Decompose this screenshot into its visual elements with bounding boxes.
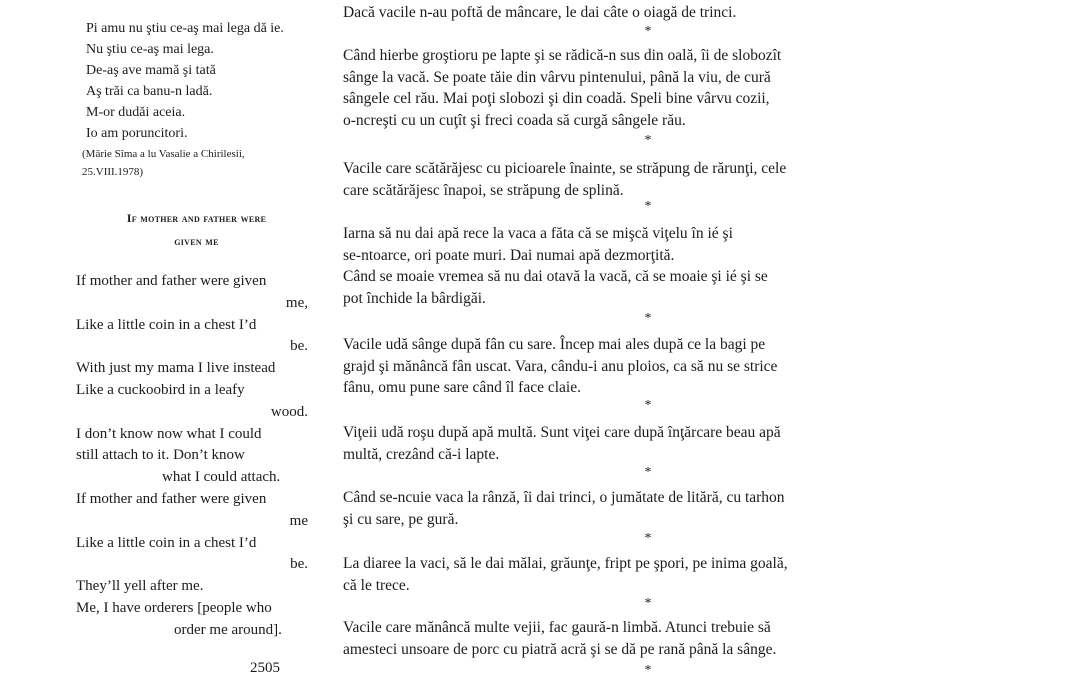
paragraph-line: şi cu sare, pe gură.: [343, 510, 459, 528]
paragraph-line: pot închide la bârdigăi.: [343, 289, 486, 307]
poem-citation: [82, 145, 314, 181]
paragraph: [343, 422, 948, 465]
paragraph-line: care scătărăjesc înapoi, se străpung de splină.: [343, 181, 624, 199]
poem-line: what I could attach.: [162, 469, 281, 486]
poem-line: De-aş ave mamă şi tată: [86, 63, 216, 78]
poem-line: M-or dudăi aceia.: [86, 105, 186, 120]
poem-line: me,: [285, 294, 308, 311]
paragraph-line: Vacile care scătărăjesc cu picioarele înainte, se străpung de rărunţi, cele: [343, 160, 787, 177]
poem-line: They’ll yell after me.: [76, 578, 204, 595]
paragraph: [343, 223, 948, 309]
title-line: given me: [174, 234, 219, 248]
poem-line: still attach to it. Don’t know: [76, 447, 245, 464]
poem-line: With just my mama I live instead: [76, 360, 276, 377]
paragraph: [343, 334, 948, 399]
poem-line: Aş trăi ca banu-n ladă.: [86, 84, 213, 99]
separator-asterisk: *: [644, 24, 652, 39]
paragraph-line: multă, crezând că-i lapte.: [343, 445, 500, 463]
poem-line: order me around].: [174, 621, 282, 638]
poem-line: Io am poruncitori.: [86, 126, 188, 141]
paragraph: [343, 45, 948, 131]
poem-line: Me, I have orderers [people who: [76, 599, 272, 616]
poem-line: be.: [290, 556, 308, 573]
english-poem-title: [74, 207, 319, 253]
romanian-poem: [86, 18, 318, 144]
separator-asterisk: *: [644, 398, 652, 413]
paragraph-line: sângele cel rău. Mai poţi slobozi şi din coadă. Speli bine vârvu cozii,: [343, 90, 770, 107]
title-line: If mother and father were: [126, 211, 267, 225]
paragraph-line: Vacile udă sânge după fân cu sare. Încep mai ales după ce la bagi pe: [343, 336, 766, 353]
separator-asterisk: *: [644, 465, 652, 480]
paragraph-line: Când hierbe groştioru pe lapte şi se rădică-n sus din oală, îi de slobozît: [343, 47, 782, 64]
paragraph-line: Când se-ncuie vaca la rânză, îi dai trinci, o jumătate de litără, cu tarhon: [343, 489, 785, 506]
poem-line: Like a cuckoobird in a leafy: [76, 381, 245, 398]
poem-line: If mother and father were given: [76, 273, 267, 289]
paragraph-line: sânge la vacă. Se poate tăie din vârvu pintenului, până la viu, de cură: [343, 68, 771, 86]
paragraph-line: Dacă vacile n-au poftă de mâncare, le dai câte o oiagă de trinci.: [343, 4, 737, 21]
paragraph: [343, 487, 948, 530]
page-number: 2505: [250, 660, 280, 676]
poem-line: Like a little coin in a chest I’d: [76, 316, 257, 333]
poem-line: Like a little coin in a chest I’d: [76, 534, 257, 551]
separator-asterisk: *: [644, 596, 652, 611]
separator-asterisk: *: [644, 133, 652, 148]
paragraph-line: grajd şi mănâncă fân uscat. Vara, cându-i anu ploios, ca să nu se strice: [343, 357, 778, 375]
separator-asterisk: *: [644, 531, 652, 546]
poem-line: be.: [290, 338, 308, 355]
paragraph: [343, 617, 948, 660]
paragraph-line: amesteci unsoare de porc cu piatră acră şi se dă pe rană până la sânge.: [343, 640, 777, 658]
poem-line: me: [289, 512, 308, 529]
paragraph: [343, 2, 948, 24]
paragraph-line: că le trece.: [343, 576, 410, 594]
paragraph-line: o-ncreşti cu un cuţît şi freci coada să curgă sângele rău.: [343, 111, 686, 129]
paragraph-line: Când se moaie vremea să nu dai otavă la vacă, că se moaie şi ié şi se: [343, 268, 768, 285]
paragraph-line: La diaree la vaci, să le dai mălai, grăunţe, fript pe şpori, pe inima goală,: [343, 555, 788, 572]
paragraph-line: se-ntoarce, ori poate muri. Dai numai apă dezmorţită.: [343, 246, 675, 264]
paragraph: [343, 553, 948, 596]
paragraph-line: fânu, omu pune sare când îl face claie.: [343, 379, 581, 396]
poem-line: Nu ştiu ce-aş mai lega.: [86, 42, 214, 57]
separator-asterisk: *: [644, 663, 652, 678]
paragraph-line: Iarna să nu dai apă rece la vaca a făta că se mişcă viţelu în ié şi: [343, 225, 733, 242]
poem-line: I don’t know now what I could: [76, 425, 262, 442]
poem-line: Pi amu nu ştiu ce-aş mai lega dă ie.: [86, 21, 284, 36]
english-poem: [76, 271, 308, 642]
paragraph-line: Viţeii udă roşu după apă multă. Sunt viţei care după înţărcare beau apă: [343, 424, 781, 441]
paragraph-line: Vacile care mănâncă multe vejii, fac gaură-n limbă. Atunci trebuie să: [343, 619, 771, 636]
separator-asterisk: *: [644, 311, 652, 326]
poem-line: If mother and father were given: [76, 490, 267, 507]
citation-line: (Mărie Sîma a lu Vasalie a Chirilesii,: [82, 148, 245, 160]
paragraph: [343, 158, 948, 201]
citation-line: 25.VIII.1978): [82, 166, 144, 178]
separator-asterisk: *: [644, 199, 652, 214]
poem-line: wood.: [270, 403, 308, 420]
